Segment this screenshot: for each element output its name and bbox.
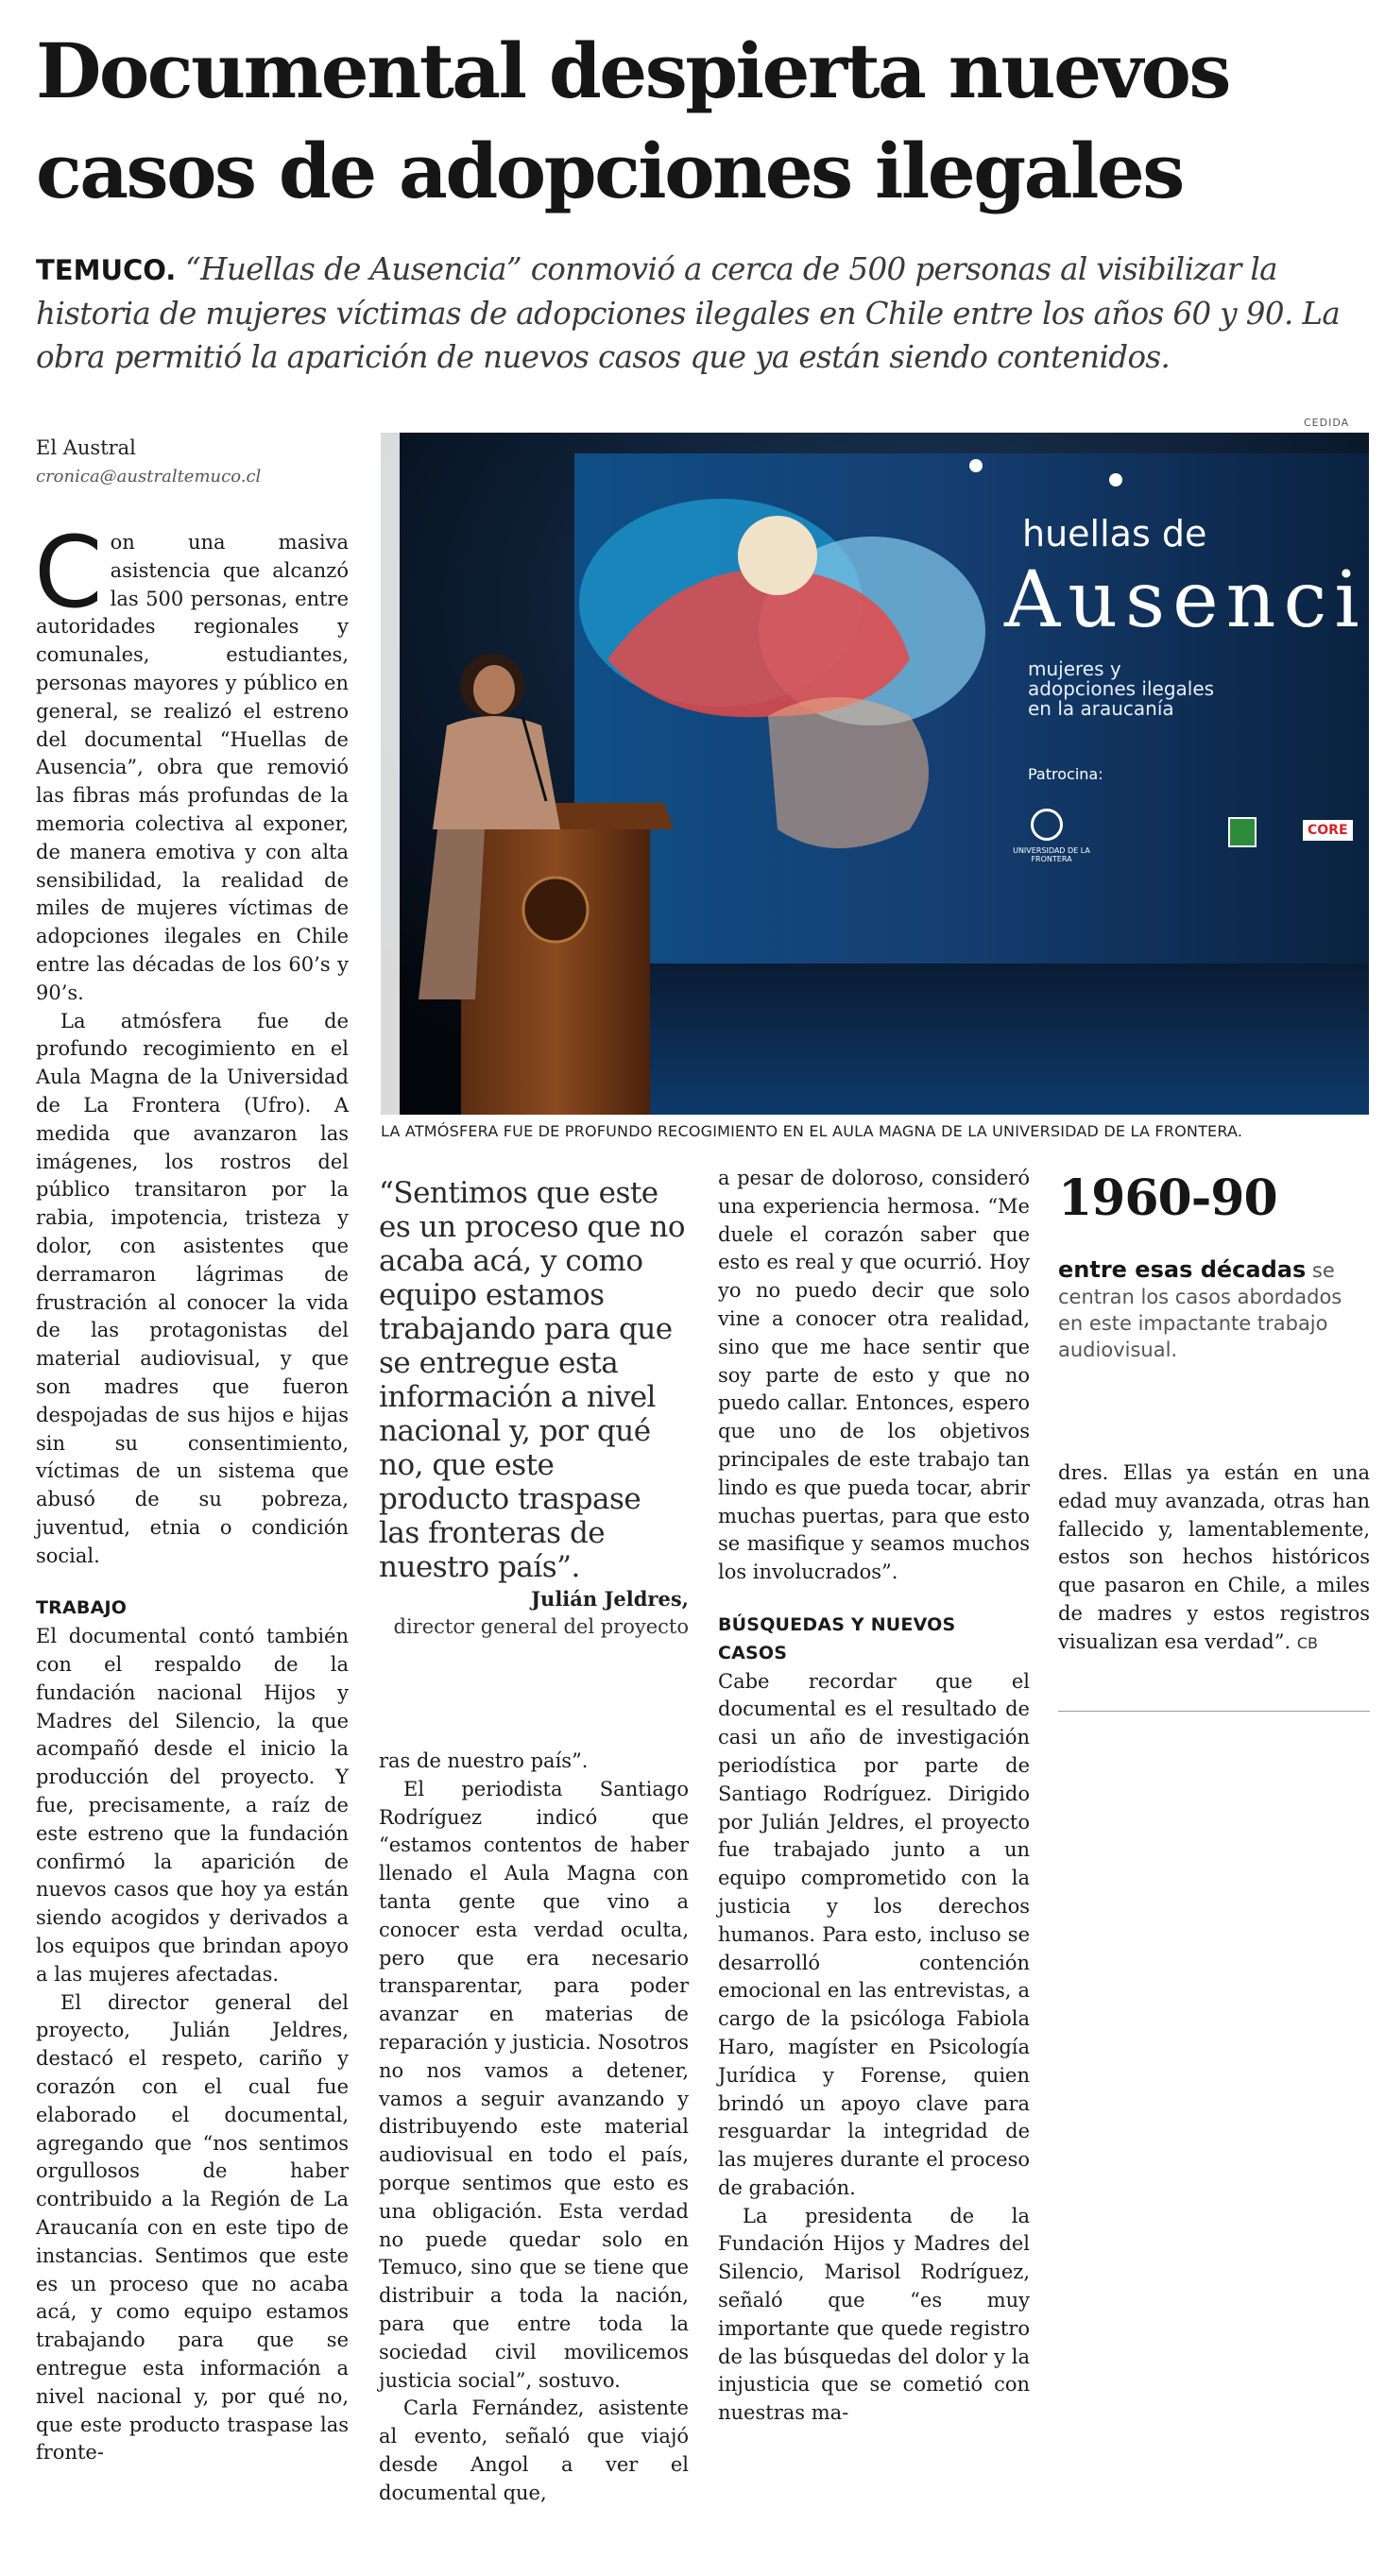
column-4 (1058, 1459, 1370, 1658)
screen-subtitle-3: en la araucanía (1028, 697, 1174, 720)
paragraph-1-text: on una masiva asistencia que alcanzó las 500 personas, entre autoridades regionales y comunales, estudiantes, personas mayores y público en general, se realizó el estreno del documental “Huellas de Ausencia”, obra que removió las fibras más profundas de la memoria colectiva al exponer, de manera emotiva y con alta sensibilidad, la realidad de miles de mujeres víctimas de adopciones ilegales en Chile entre las décadas de los 60’s y 90’s. (36, 531, 349, 1004)
byline (36, 436, 261, 486)
paragraph-10: La presidenta de la Fundación Hijos y Madres del Silencio, Marisol Rodríguez, señaló que “es muy importante que quede registro de las búsquedas del dolor y la injusticia que se cometió con nuestras ma- (718, 2204, 1030, 2425)
fact-number: 1960-90 (1058, 1169, 1277, 1227)
screen-title-big: Ausenci (1004, 555, 1367, 645)
column-1 (34, 515, 349, 2467)
paragraph-1 (34, 515, 349, 1008)
paragraph-11 (1058, 1459, 1370, 1658)
screen-subtitle (1028, 659, 1214, 719)
region-logo-icon (1228, 817, 1257, 847)
fact-body: se centran los casos abordados en este impactante trabajo audiovisual. (1058, 1259, 1342, 1361)
photo-illustration (381, 433, 1369, 1115)
pull-quote-author: Julián Jeldres, (531, 1587, 689, 1611)
paragraph-2: La atmósfera fue de profundo recogimiento en el Aula Magna de la Universidad de La Frontera (Ufro). A medida que avanzaron las imágenes, los rostros del público transitaron por la rabia, impotencia, tristeza y dolor, con asistentes que derramaron lágrimas de frustración al conocer la vida de las protagonistas del material audiovisual, y que son madres que fueron despojadas de sus hijos e hijas sin su consentimiento, víctimas de un sistema que abusó de su pobreza, juventud, etnia o condición social. (36, 1009, 349, 1567)
end-mark: CB (1296, 1633, 1319, 1652)
subhead-trabajo: TRABAJO (36, 1597, 128, 1619)
paragraph-7: Carla Fernández, asistente al evento, señaló que viajó desde Angol a ver el documental que, (379, 2397, 689, 2504)
dropcap: C (34, 515, 103, 630)
screen-sponsor-2: CORE (1303, 820, 1353, 841)
fact-bold: entre esas décadas (1058, 1256, 1307, 1283)
dateline-place: TEMUCO. (36, 254, 177, 286)
lede (36, 247, 1359, 379)
screen-title-small: huellas de (1022, 513, 1207, 554)
byline-email[interactable]: cronica@australtemuco.cl (36, 467, 262, 486)
screen-patrocina: Patrocina: (1028, 765, 1103, 783)
paragraph-3: El documental contó también con el respaldo de la fundación nacional Hijos y Madres del Silencio, la que acompañó desde el inicio la producción del proyecto. Y fue, precisamente, a raíz de este estreno que la fundación confirmó la aparición de nuevos casos que hoy ya están siendo acogidos y derivados a los equipos que brindan apoyo a las mujeres afectadas. (36, 1625, 349, 1986)
photo-caption: LA ATMÓSFERA FUE DE PROFUNDO RECOGIMIENTO EN EL AULA MAGNA DE LA UNIVERSIDAD DE LA FRONTERA. (381, 1122, 1243, 1140)
column-3 (718, 1165, 1030, 2428)
paragraph-6: El periodista Santiago Rodríguez indicó que “estamos contentos de haber llenado el Aula Magna con tanta gente que vino a conocer esta verdad oculta, pero que era necesario transparentar, para poder avanzar en materias de reparación y justicia. Nosotros no nos vamos a detener, vamos a seguir avanzando y distribuyendo este material audiovisual en todo el país, porque sentimos que esto es una obligación. Esta verdad no puede quedar solo en Temuco, sino que se tiene que distribuir a toda la nación, para que entre toda la sociedad civil movilicemos justicia social”, sostuvo. (379, 1777, 689, 2392)
screen-sponsor-1: UNIVERSIDAD DE LA FRONTERA (1013, 846, 1090, 863)
article-photo (381, 433, 1369, 1115)
paragraph-11-text: dres. Ellas ya están en una edad muy avanzada, otras han fallecido y, lamentablemente, estos son hechos históricos que pasaron en Chile, a miles de madres y estos registros visualizan esa verdad”. (1058, 1461, 1370, 1653)
pull-quote: “Sentimos que este es un proceso que no acaba acá, y como equipo estamos trabajando para que se entregue esta información a nivel nacional y, por qué no, que este producto traspase las fronteras de nuestro país”. (379, 1176, 685, 1584)
column-4-rule (1058, 1711, 1370, 1712)
university-seal-icon (1031, 809, 1063, 841)
photo-credit: CEDIDA (1304, 417, 1350, 429)
column-2 (379, 1748, 689, 2508)
paragraph-8: a pesar de doloroso, consideró una experiencia hermosa. “Me duele el corazón saber que esto es real y que ocurrió. Hoy yo no puedo decir que solo vine a conocer otra realidad, sino que me hace sentir que soy parte de esto y que no puedo callar. Entonces, espero que uno de los objetivos principales de este trabajo tan lindo es que pueda tocar, abrir muchas puertas, para que esto se masifique y seamos muchos los involucrados”. (718, 1167, 1030, 1584)
headline (36, 21, 1359, 221)
paragraph-9: Cabe recordar que el documental es el resultado de casi un año de investigación periodística por parte de Santiago Rodríguez. Dirigido por Julián Jeldres, el proyecto fue trabajado junto a un equipo comprometido con la justicia y los derechos humanos. Para esto, incluso se desarrolló contención emocional en las entrevistas, a cargo de la psicóloga Fabiola Haro, magíster en Psicología Jurídica y Forense, quien brindó un apoyo clave para resguardar la integridad de las mujeres durante el proceso de grabación. (718, 1669, 1030, 2199)
headline-line-1: Documental despierta nuevos (36, 26, 1229, 115)
screen-subtitle-2: adopciones ilegales (1028, 677, 1215, 700)
paragraph-5: ras de nuestro país”. (379, 1749, 589, 1772)
paragraph-4: El director general del proyecto, Julián Jeldres, destacó el respeto, cariño y corazón con el cual fue elaborado el documental, agregando que “nos sentimos orgullosos de haber contribuido a la Región de La Araucanía con en este tipo de instancias. Sentimos que este es un proceso que no acaba acá, y como equipo estamos trabajando para que se entregue esta información a nivel nacional y, por qué no, que este producto traspase las fronte- (36, 1990, 349, 2465)
headline-line-2: casos de adopciones ilegales (36, 127, 1183, 215)
fact-text (1058, 1256, 1370, 1363)
byline-author: El Austral (36, 436, 136, 459)
pull-quote-role: director general del proyecto (393, 1615, 689, 1638)
screen-subtitle-1: mujeres y (1028, 657, 1121, 680)
lede-text: “Huellas de Ausencia” conmovió a cerca de 500 personas al visibilizar la historia de mujeres víctimas de adopciones ilegales en Chile entre los años 60 y 90. La obra permitió la aparición de nuevos casos que ya están siendo contenidos. (36, 251, 1341, 375)
subhead-busquedas: BÚSQUEDAS Y NUEVOS CASOS (718, 1613, 956, 1663)
